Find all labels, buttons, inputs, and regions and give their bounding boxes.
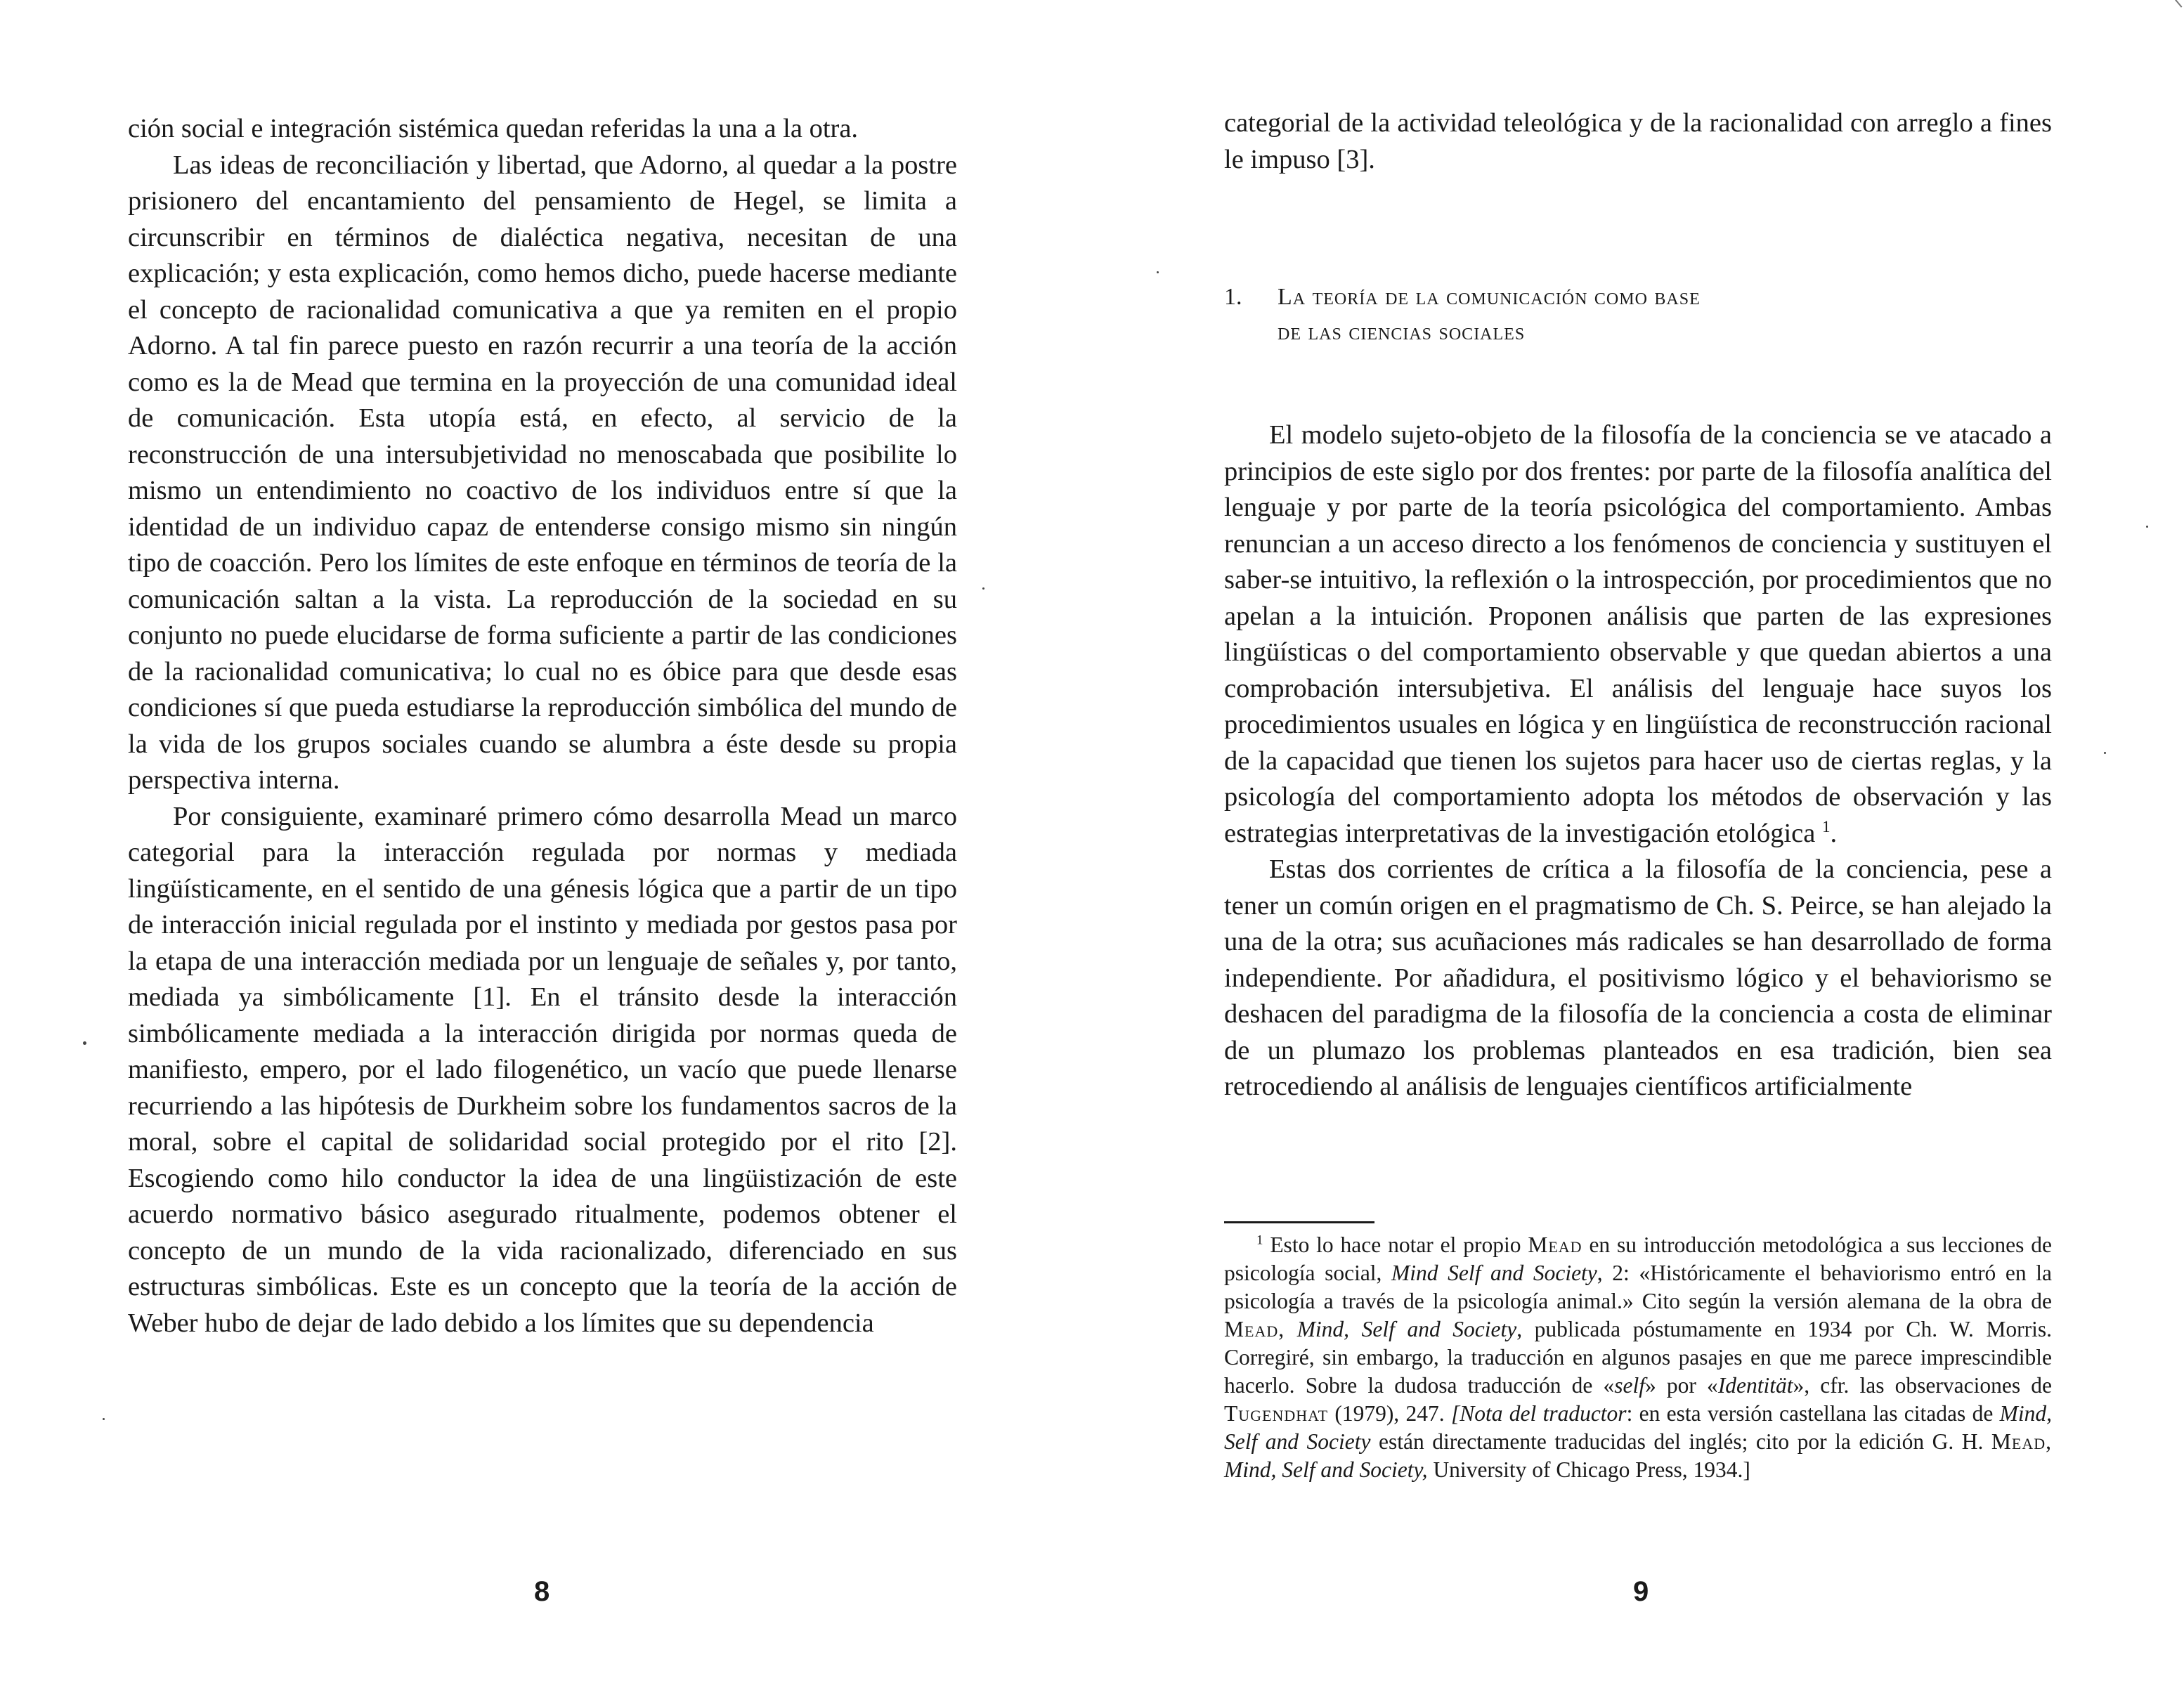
footnote-text: : en esta versión castellana las citadas de: [1626, 1401, 1994, 1426]
footnote: [1224, 1231, 2052, 1484]
right-continuation-text: [1224, 105, 2052, 178]
footnote-text: », cfr. las observaciones de: [1793, 1373, 2052, 1398]
section-heading-line-2: de las ciencias sociales: [1278, 319, 1526, 345]
section-heading-line-1: La teoría de la comunicación como base: [1278, 284, 1701, 310]
footnote-title: Mind Self and Society: [1391, 1261, 1597, 1285]
section-heading: [1224, 280, 1997, 350]
right-page: [1092, 0, 2184, 1704]
footnote-divider: [1224, 1221, 1374, 1223]
left-paragraph-1: ción social e integración sistémica quedan referidas la una a la otra.: [128, 114, 859, 143]
footnote-text: Esto lo hace notar el propio: [1270, 1233, 1521, 1257]
right-body-text: [1224, 417, 2052, 1105]
footnote-author: Mead: [1528, 1233, 1582, 1257]
scan-corner-mark: [2164, 0, 2183, 15]
footnote-text: en su introducción metodológica a sus lecciones de psicología social,: [1224, 1233, 2052, 1285]
footnote-title: Mind, Self and Society: [1224, 1401, 2052, 1454]
footnote-text: están directamente traducidas del inglés; cito por la edición G. H.: [1379, 1429, 1984, 1454]
footnote-text: (1979), 247.: [1334, 1401, 1445, 1426]
footnote-term: self: [1614, 1373, 1646, 1398]
left-paragraph-3: Por consiguiente, examinaré primero cómo desarrolla Mead un marco categorial para la interacción regulada por normas y mediada lingüísticamente, en el sentido de una génesis lógica que a partir de un tipo de interacción inicial regulada por el instinto y mediada por gestos pasa por la etapa de una interacción mediada por un lenguaje de señales y, por tanto, mediada ya simbólicamente [1]. En el tránsito desde la interacción simbólicamente mediada a la interacción dirigida por normas queda de manifiesto, empero, por el lado filogenético, un vacío que puede llenarse recurriendo a las hipótesis de Durkheim sobre los fundamentos sacros de la moral, sobre el capital de solidaridad social protegido por el rito [2]. Escogiendo como hilo conductor la idea de una lingüistización de este acuerdo normativo básico asegurado ritualmente, podemos obtener el concepto de un mundo de la vida racionalizado, diferenciado en sus estructuras simbólicas. Este es un concepto que la teoría de la acción de Weber hubo de dejar de lado debido a los límites que su dependencia: [128, 801, 957, 1338]
right-continuation-paragraph: categorial de la actividad teleológica y de la racionalidad con arreglo a fines le impuso [3].: [1224, 108, 2052, 174]
footnote-term: Identität: [1717, 1373, 1793, 1398]
scan-speck: [103, 1418, 105, 1420]
footnote-text: , publicada póstumamente en 1934 por Ch. W. Morris. Corregiré, sin embargo, la traducción en algunos pasajes en que me parece imprescindible hacerlo. Sobre la dudosa traducción de «: [1224, 1317, 2052, 1398]
footnote-text: » por «: [1645, 1373, 1718, 1398]
footnote-reference: 1: [1821, 817, 1831, 835]
right-paragraph-2: Estas dos corrientes de crítica a la filosofía de la conciencia, pese a tener un común origen en el pragmatismo de Ch. S. Peirce, se han alejado la una de la otra; sus acuñaciones más radicales se han desarrollado de forma independiente. Por añadidura, el positivismo lógico y el behaviorismo se deshacen del paradigma de la filosofía de la conciencia a costa de eliminar de un plumazo los problemas planteados en esa tradición, bien sea retrocediendo al análisis de lenguajes científicos artificialmente: [1224, 854, 2052, 1101]
right-paragraph-1-text: El modelo sujeto-objeto de la filosofía de la conciencia se ve atacado a principios de este siglo por dos frentes: por parte de la filosofía analítica del lenguaje y por parte de la teoría psicológica del comportamiento. Ambas renuncian a un acceso directo a los fenómenos de conciencia y sustituyen el saber-se intuitivo, la reflexión o la introspección, por procedimientos que no apelan a la intuición. Proponen análisis que parten de las expresiones lingüísticas o del comportamiento observable y que quedan abiertos a una comprobación intersubjetiva. El análisis del lenguaje hace suyos los procedimientos usuales en lógica y en lingüística de reconstrucción racional de la capacidad que tienen los sujetos para hacer uso de ciertas reglas, y la psicología del comportamiento adopta los métodos de observación y las estrategias interpretativas de la investigación etológica: [1224, 420, 2052, 848]
section-number: 1.: [1224, 284, 1242, 310]
footnote-author: Tugendhat: [1224, 1401, 1329, 1426]
right-page-number: 9: [1633, 1576, 1649, 1607]
footnote-text: , 2: «Históricamente el behaviorismo entró en la psicología a través de la psicología animal.» Cito según la versión alemana de la obra de: [1224, 1261, 2052, 1313]
scan-speck: [982, 587, 984, 590]
footnote-text: University of Chicago Press, 1934.]: [1433, 1457, 1750, 1482]
footnote-title: Mind, Self and Society,: [1224, 1457, 1428, 1482]
footnote-author: Mead,: [1224, 1317, 1285, 1341]
footnote-marker: 1: [1256, 1233, 1263, 1248]
left-body-text: [128, 111, 957, 1341]
right-paragraph-1: El modelo sujeto-objeto de la filosofía de la conciencia se ve atacado a principios de este siglo por dos frentes: por parte de la filosofía analítica del lenguaje y por parte de la teoría psicológica del comportamiento. Ambas renuncian a un acceso directo a los fenómenos de conciencia y sustituyen el saber-se intuitivo, la reflexión o la introspección, por procedimientos que no apelan a la intuición. Proponen análisis que parten de las expresiones lingüísticas o del comportamiento observable y que quedan abiertos a una comprobación intersubjetiva. El análisis del lenguaje hace suyos los procedimientos usuales en lógica y en lingüística de reconstrucción racional de la capacidad que tienen los sujetos para hacer uso de ciertas reglas, y la psicología del comportamiento adopta los métodos de observación y las estrategias interpretativas de la investigación etológica $^1$.: [1224, 420, 2052, 848]
footnote-author: Mead,: [1991, 1429, 2053, 1454]
left-page-number: 8: [534, 1576, 550, 1607]
scan-speck: [1157, 271, 1159, 273]
scan-speck: [2104, 752, 2106, 754]
footnote-note-label: [Nota del traductor: [1450, 1401, 1627, 1426]
scan-speck: [2146, 526, 2148, 528]
scan-speck: [83, 1041, 86, 1045]
footnote-title: Mind, Self and Society: [1296, 1317, 1517, 1341]
left-paragraph-2: Las ideas de reconciliación y libertad, que Adorno, al quedar a la postre prisionero del encantamiento del pensamiento de Hegel, se limita a circunscribir en términos de dialéctica negativa, necesitan de una explicación; y esta explicación, como hemos dicho, puede hacerse mediante el concepto de racionalidad comunicativa a que ya remiten en el propio Adorno. A tal fin parece puesto en razón recurrir a una teoría de la acción como es la de Mead que termina en la proyección de una comunidad ideal de comunicación. Esta utopía está, en efecto, al servicio de la reconstrucción de una intersubjetividad no menoscabada que posibilite lo mismo un entendimiento no coactivo de los individuos entre sí que la identidad de un individuo capaz de entenderse consigo mismo sin ningún tipo de coacción. Pero los límites de este enfoque en términos de teoría de la comunicación saltan a la vista. La reproducción de la sociedad en su conjunto no puede elucidarse de forma suficiente a partir de las condiciones de la racionalidad comunicativa; lo cual no es óbice para que desde esas condiciones sí que pueda estudiarse la reproducción simbólica del mundo de la vida de los grupos sociales cuando se alumbra a éste desde su propia perspectiva interna.: [128, 150, 957, 795]
